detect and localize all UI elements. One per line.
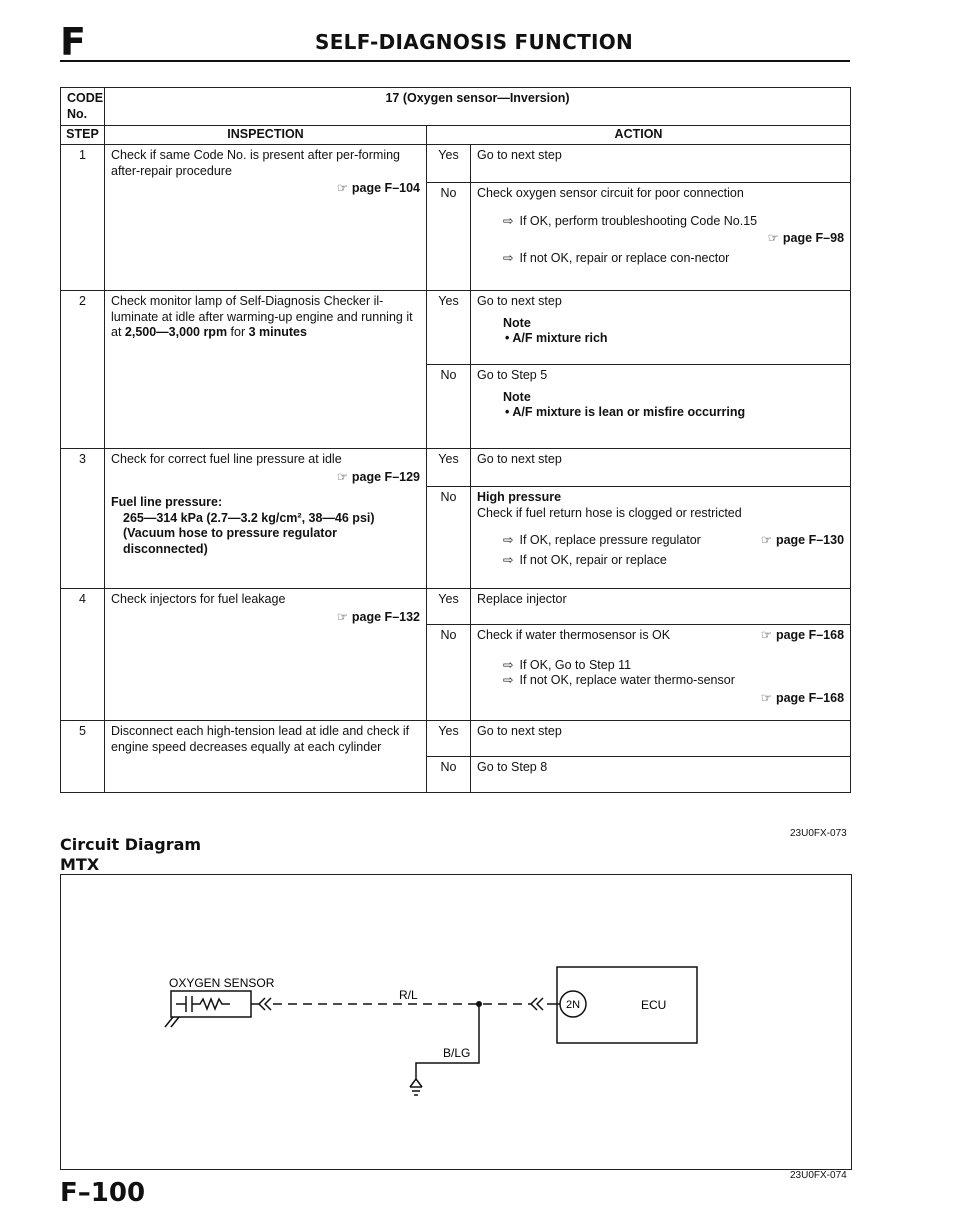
code-title: 17 (Oxygen sensor—Inversion) [105, 88, 851, 126]
arrow-icon: ⇨ [503, 533, 514, 548]
step-number: 4 [61, 588, 105, 720]
code-label: CODE No. [61, 88, 105, 126]
yes-label: Yes [427, 720, 471, 756]
col-step: STEP [61, 126, 105, 145]
col-inspection: INSPECTION [105, 126, 427, 145]
page-reference: ☞ page F–130 [760, 533, 845, 548]
page-reference: ☞ page F–98 [767, 231, 845, 246]
step-number: 2 [61, 290, 105, 448]
circuit-subtitle: MTX [60, 855, 100, 874]
yes-label: Yes [427, 290, 471, 364]
step-number: 3 [61, 448, 105, 588]
note: Note • A/F mixture rich [503, 315, 608, 346]
page-reference: ☞ page F–132 [336, 609, 420, 624]
page-pointer-icon: ☞ [336, 609, 348, 624]
column-header-row [61, 126, 851, 145]
wire-blg [416, 1004, 479, 1079]
terminal-label: 2N [565, 999, 581, 1011]
yes-action: Go to next step [471, 448, 851, 486]
sensor-ground-icon [165, 1017, 179, 1027]
table-row [61, 448, 851, 486]
connector-icon [259, 998, 271, 1010]
step-number: 1 [61, 144, 105, 290]
yes-action-cell [471, 290, 851, 364]
page-pointer-icon: ☞ [336, 181, 348, 196]
no-action: Check if fuel return hose is clogged or restricted [477, 505, 742, 520]
spec-value: 265—314 kPa (2.7—3.2 kg/cm², 38—46 psi) [123, 510, 375, 525]
spec-title: Fuel line pressure: [111, 495, 223, 510]
no-action: Check oxygen sensor circuit for poor connection [477, 185, 744, 200]
no-action: Go to Step 8 [471, 756, 851, 792]
page-reference: ☞ page F–168 [760, 690, 845, 705]
yes-label: Yes [427, 448, 471, 486]
no-action-cell [471, 182, 851, 290]
section-letter: F [60, 20, 86, 64]
no-action: Check if water thermosensor is OK ☞ page F–168 [477, 627, 845, 642]
page-reference: ☞ page F–168 [760, 627, 845, 642]
table-row [61, 144, 851, 182]
sub-action: ⇨ If OK, perform troubleshooting Code No.15 [503, 213, 758, 228]
no-label: No [427, 756, 471, 792]
table-row [61, 290, 851, 364]
wire-rl-label: R/L [399, 988, 418, 1002]
circuit-title: Circuit Diagram [60, 835, 202, 854]
sub-action: ⇨ If not OK, replace water thermo-sensor [503, 673, 735, 688]
page-reference: ☞ page F–129 [336, 469, 420, 484]
inspection-cell: Check injectors for fuel leakage ☞ page F–132 [105, 588, 427, 720]
circuit-diagram-frame [60, 874, 852, 1170]
spec-note: (Vacuum hose to pressure regulator disconnected) [123, 526, 337, 556]
arrow-icon: ⇨ [503, 673, 514, 688]
inspection-cell: Check for correct fuel line pressure at idle ☞ page F–129 Fuel line pressure: 265—314 kPa (2.7—3.2 kg/cm², 38—46 psi) (Vacuum hose to pressure regulator disconnected) [105, 448, 427, 588]
no-action: Go to Step 5 [477, 367, 548, 382]
junction-dot [476, 1001, 482, 1007]
yes-action: Replace injector [471, 588, 851, 624]
no-action-cell [471, 364, 851, 448]
sensor-element-icon [176, 996, 230, 1012]
yes-action: Go to next step [477, 293, 562, 308]
code-row [61, 88, 851, 126]
circuit-diagram [61, 875, 851, 1169]
sub-action: ⇨ If not OK, repair or replace [503, 552, 667, 567]
page-pointer-icon: ☞ [760, 627, 772, 642]
header-rule [60, 60, 850, 62]
yes-label: Yes [427, 588, 471, 624]
inspection-cell: Check monitor lamp of Self-Diagnosis Checker il-luminate at idle after warming-up engine and running it at 2,500—3,000 rpm for 3 minutes [105, 290, 427, 448]
page-pointer-icon: ☞ [760, 690, 772, 705]
page-reference: ☞ page F–104 [336, 181, 420, 196]
ground-icon [410, 1079, 422, 1095]
page-pointer-icon: ☞ [760, 533, 772, 548]
no-label: No [427, 624, 471, 720]
page-number: F–100 [60, 1178, 146, 1208]
yes-action: Go to next step [471, 720, 851, 756]
sub-action: ⇨ If OK, replace pressure regulator ☞ page F–130 [503, 533, 845, 548]
sub-action: ⇨ If OK, Go to Step 11 [503, 657, 632, 672]
col-action: ACTION [427, 126, 851, 145]
table-row [61, 588, 851, 624]
no-label: No [427, 364, 471, 448]
sub-action: ⇨ If not OK, repair or replace con-nector [503, 250, 730, 265]
inspection-text: Check if same Code No. is present after per-forming after-repair procedure [111, 147, 401, 178]
yes-action: Go to next step [471, 144, 851, 182]
page-title: SELF-DIAGNOSIS FUNCTION [315, 30, 634, 54]
arrow-icon: ⇨ [503, 657, 514, 672]
note: Note • A/F mixture is lean or misfire occurring [503, 389, 746, 420]
wire-blg-label: B/LG [443, 1046, 471, 1060]
inspection-cell [105, 144, 427, 290]
no-head: High pressure [477, 489, 562, 504]
figure-tag: 23U0FX-074 [790, 1170, 847, 1181]
page-pointer-icon: ☞ [336, 469, 348, 484]
no-action-cell [471, 486, 851, 588]
arrow-icon: ⇨ [503, 213, 514, 228]
diagnosis-table [60, 87, 851, 793]
figure-tag: 23U0FX-073 [790, 828, 847, 839]
arrow-icon: ⇨ [503, 552, 514, 567]
ecu-label: ECU [641, 998, 667, 1012]
sensor-label: OXYGEN SENSOR [169, 976, 275, 990]
no-label: No [427, 182, 471, 290]
no-label: No [427, 486, 471, 588]
step-number: 5 [61, 720, 105, 792]
arrow-icon: ⇨ [503, 250, 514, 265]
no-action-cell [471, 624, 851, 720]
page-pointer-icon: ☞ [767, 231, 779, 246]
connector-icon [531, 998, 543, 1010]
inspection-text: Disconnect each high-tension lead at idle and check if engine speed decreases equally at each cylinder [105, 720, 427, 792]
table-row [61, 720, 851, 756]
yes-label: Yes [427, 144, 471, 182]
